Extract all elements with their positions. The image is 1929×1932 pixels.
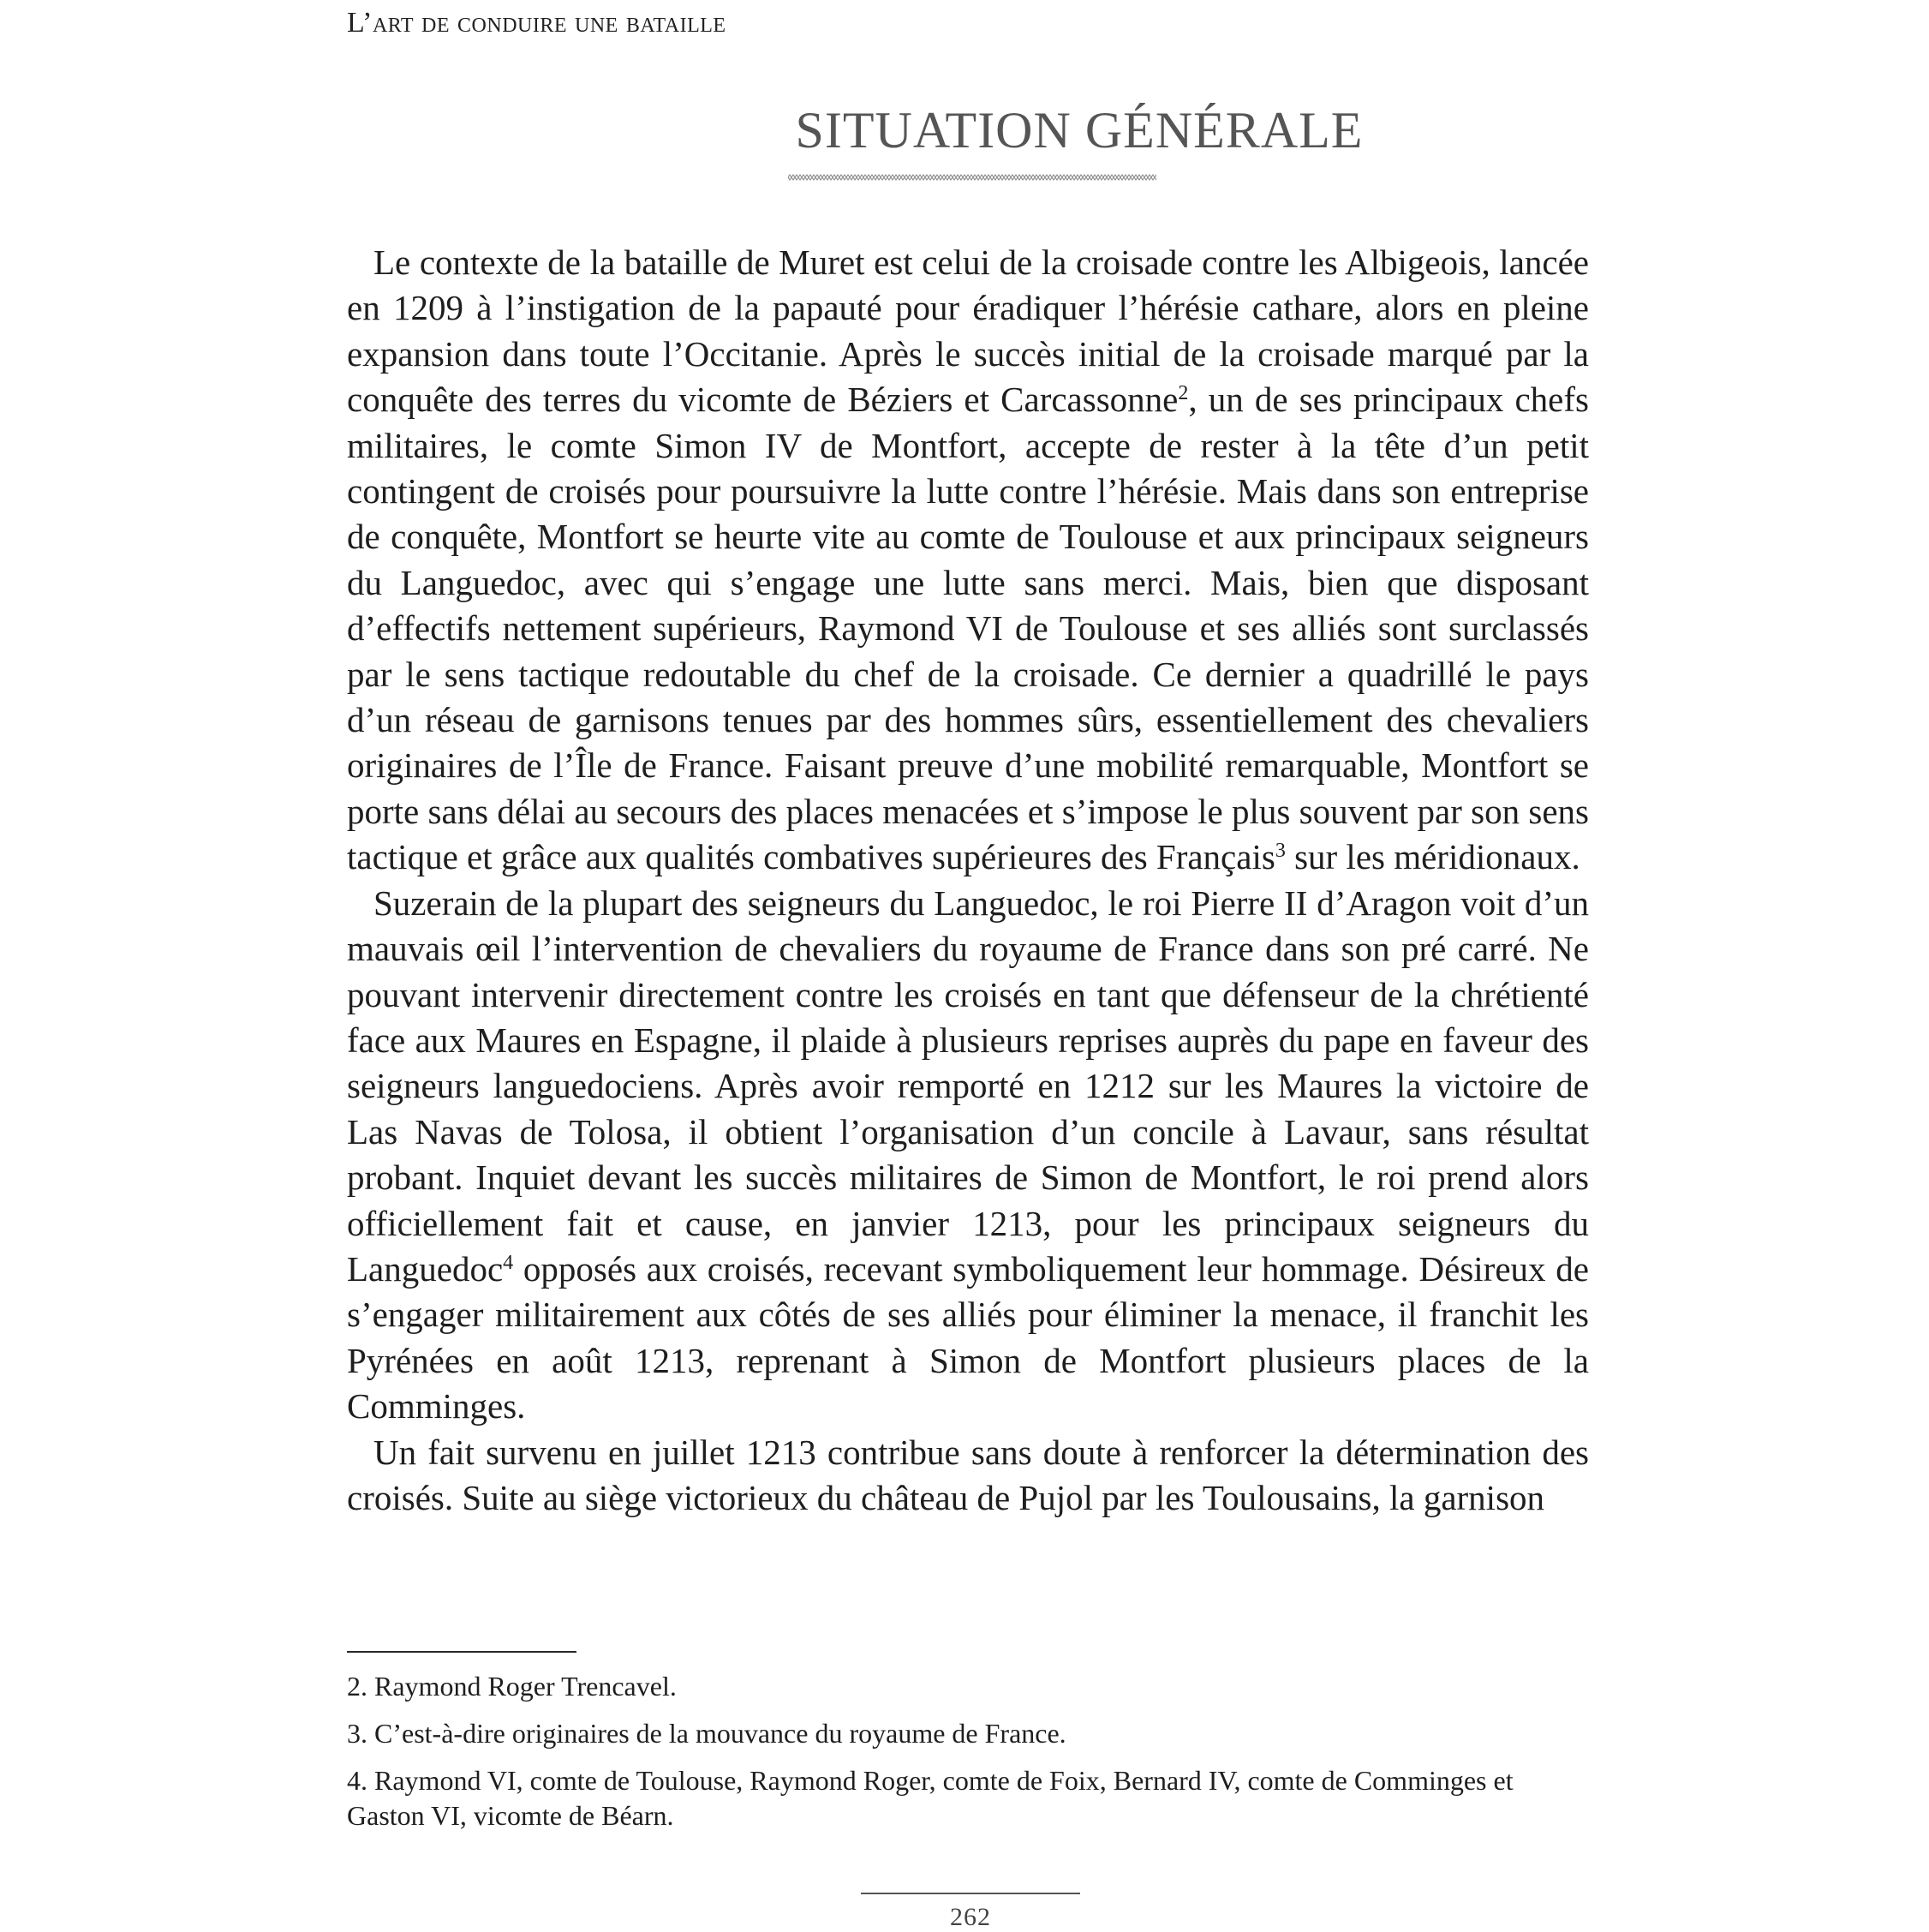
paragraph-2 <box>347 881 1589 1430</box>
page-number: 262 <box>950 1903 991 1931</box>
paragraph-1-text-c: sur les méridionaux. <box>1285 837 1580 877</box>
running-head: L’art de conduire une bataille <box>347 7 726 39</box>
paragraph-3: Un fait survenu en juillet 1213 contribue sans doute à renforcer la détermination des croisés. Suite au siège victorieux du château de Pujol par les Toulousains, la garnison <box>347 1432 1589 1517</box>
footnote-3: 3. C’est-à-dire originaires de la mouvance du royaume de France. <box>347 1718 1066 1749</box>
body-text <box>347 240 1589 1521</box>
book-page <box>347 0 1589 1929</box>
page-number-rule <box>861 1893 1080 1894</box>
footnote-4: 4. Raymond VI, comte de Toulouse, Raymond Roger, comte de Foix, Bernard IV, comte de Comminges et Gaston VI, vicomte de Béarn. <box>347 1765 1514 1831</box>
footnote-2: 2. Raymond Roger Trencavel. <box>347 1671 677 1702</box>
paragraph-2-text-b: opposés aux croisés, recevant symboliquement leur hommage. Désireux de s’engager militairement aux côtés de ses alliés pour éliminer la menace, il franchit les Pyrénées en août 1213, reprenant à Simon de Montfort plusieurs places de la Comminges. <box>347 1248 1589 1427</box>
chapter-title: SITUATION GÉNÉRALE <box>795 102 1364 159</box>
footnote-ref-3[interactable]: 3 <box>1275 840 1286 863</box>
paragraph-2-text-a: Suzerain de la plupart des seigneurs du Languedoc, le roi Pierre II d’Aragon voit d’un mauvais œil l’intervention de chevaliers du royaume de France dans son pré carré. Ne pouvant intervenir directement contre les croisés en tant que défenseur de la chrétienté face aux Maures en Espagne, il plaide à plusieurs reprises auprès du pape en faveur des seigneurs languedociens. Après avoir remporté en 1212 sur les Maures la victoire de Las Navas de Tolosa, il obtient l’organisation d’un concile à Lavaur, sans résultat probant. Inquiet devant les succès militaires de Simon de Montfort, le roi prend alors officiellement fait et cause, en janvier 1213, pour les principaux seigneurs du Languedoc <box>347 882 1589 1289</box>
paragraph-1 <box>347 240 1589 881</box>
title-ornament <box>788 173 1156 182</box>
paragraph-1-text-a: Le contexte de la bataille de Muret est celui de la croisade contre les Albigeois, lancée en 1209 à l’instigation de la papauté pour éradiquer l’hérésie cathare, alors en pleine expansion dans toute l’Occitanie. Après le succès initial de la croisade marqué par la conquête des terres du vicomte de Béziers et Carcassonne <box>347 242 1589 420</box>
footnote-ref-4[interactable]: 4 <box>503 1251 514 1274</box>
footnote-ref-2[interactable]: 2 <box>1178 382 1189 405</box>
footnotes <box>347 1669 1589 1845</box>
footnote-separator <box>347 1651 576 1653</box>
paragraph-1-text-b: , un de ses principaux chefs militaires, le comte Simon IV de Montfort, accepte de rester à la tête d’un petit contingent de croisés pour poursuivre la lutte contre l’hérésie. Mais dans son entreprise de conquête, Montfort se heurte vite au comte de Toulouse et aux principaux seigneurs du Languedoc, avec qui s’engage une lutte sans merci. Mais, bien que disposant d’effectifs nettement supérieurs, Raymond VI de Toulouse et ses alliés sont surclassés par le sens tactique redoutable du chef de la croisade. Ce dernier a quadrillé le pays d’un réseau de garnisons tenues par des hommes sûrs, essentiellement des chevaliers originaires de l’Île de France. Faisant preuve d’une mobilité remarquable, Montfort se porte sans délai au secours des places menacées et s’impose le plus souvent par son sens tactique et grâce aux qualités combatives supérieures des Français <box>347 380 1589 877</box>
